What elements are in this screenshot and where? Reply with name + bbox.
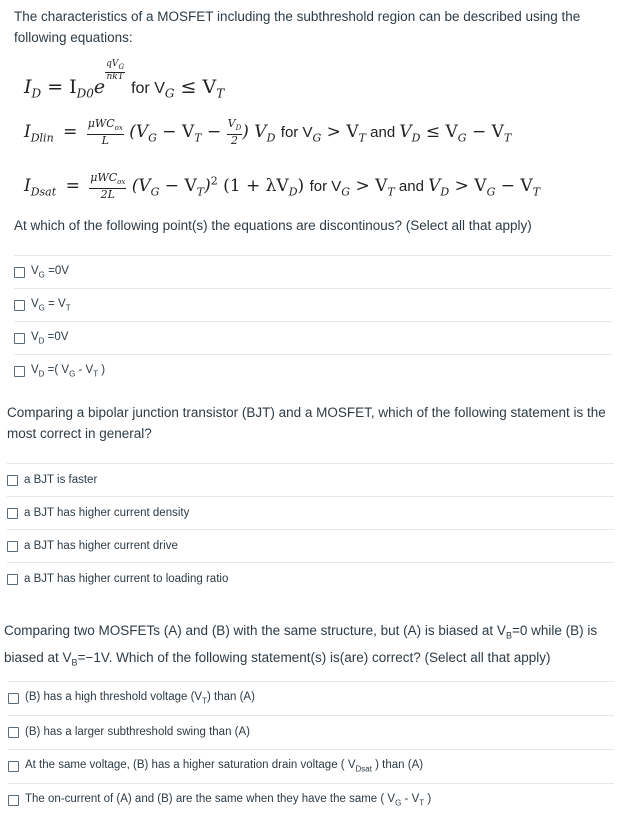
option-label: $V_G =0V$ [31, 264, 69, 280]
checkbox[interactable] [8, 727, 19, 738]
question-2-prompt: Comparing a bipolar junction transistor (BJT) and a MOSFET, which of the following statement is the most correct in general? [7, 405, 606, 441]
checkbox[interactable] [8, 795, 19, 806]
option-bjt-current-density[interactable] [7, 496, 614, 529]
equation-subthreshold: $I_D = I_{D0}e$ $\frac{qV_G}{\text{nkT}}$ for $V_G \le V_T$ [24, 59, 225, 101]
equation-linear: $I_{Dlin}$ = $\frac{\mu WC_{ox}}{L}$ ($V_G - V_T$ − $\frac{V_D}{2}$ ) $V_D$ for $V_G > V_T$ and $V_D \le V_G - V_T$ [24, 117, 512, 148]
question-1-intro: The characteristics of a MOSFET including the subthreshold region can be described using the following equations: [14, 9, 581, 45]
checkbox[interactable] [7, 475, 18, 486]
option-vd-zero[interactable] [14, 321, 612, 354]
option-label: a BJT is faster [24, 474, 98, 486]
question-3-prompt: Comparing two MOSFETs (A) and (B) with the same structure, but (A) is biased at $V_B=0$ while (B) is biased at $V_B=-1V$. Which of the following statement(s) is(are) correct? (Select all that apply) [4, 623, 598, 668]
checkbox[interactable] [14, 366, 25, 377]
option-label: $V_G = V_T$ [31, 297, 71, 313]
option-bjt-loading-ratio[interactable] [7, 562, 614, 595]
equation-saturation: $I_{Dsat}$ = $\frac{\mu WC_{ox}}{2L}$ $(V_G - V_T)^2$ $(1 + \lambda V_D)$ for $V_G > V_T$ and $V_D > V_G - V_T$ [24, 171, 541, 202]
checkbox[interactable] [7, 541, 18, 552]
option-label: a BJT has higher current density [24, 507, 190, 519]
option-label: $V_D =0V$ [31, 330, 69, 346]
checkbox[interactable] [7, 508, 18, 519]
option-label: a BJT has higher current to loading ratio [24, 573, 229, 585]
option-bjt-faster[interactable] [7, 463, 614, 496]
option-label: At the same voltage, (B) has a higher saturation drain voltage ( $V_{Dsat}$ ) than (A) [25, 758, 424, 774]
checkbox[interactable] [8, 761, 19, 772]
checkbox[interactable] [14, 267, 25, 278]
option-label: The on-current of (A) and (B) are the same when they have the same ( $V_G - V_T$ ) [25, 792, 432, 808]
option-vg-zero[interactable] [14, 255, 612, 288]
option-vg-equals-vt[interactable] [14, 288, 612, 321]
option-bjt-current-drive[interactable] [7, 529, 614, 562]
option-higher-vdsat[interactable] [8, 749, 614, 782]
option-same-on-current[interactable] [8, 783, 614, 816]
option-higher-threshold[interactable] [8, 681, 614, 714]
checkbox[interactable] [7, 574, 18, 585]
option-label: (B) has a larger subthreshold swing than (A) [25, 726, 250, 738]
checkbox[interactable] [14, 300, 25, 311]
option-label: a BJT has higher current drive [24, 540, 178, 552]
option-label: (B) has a high threshold voltage $(V_T)$ than (A) [25, 690, 255, 706]
checkbox[interactable] [8, 693, 19, 704]
checkbox[interactable] [14, 333, 25, 344]
option-vd-equals-vg-minus-vt[interactable] [14, 354, 612, 387]
option-label: $V_D$ =( $V_G - V_T$ ) [31, 363, 106, 379]
question-1-prompt: At which of the following point(s) the equations are discontinous? (Select all that apply) [14, 218, 532, 233]
option-larger-swing[interactable] [8, 715, 614, 748]
